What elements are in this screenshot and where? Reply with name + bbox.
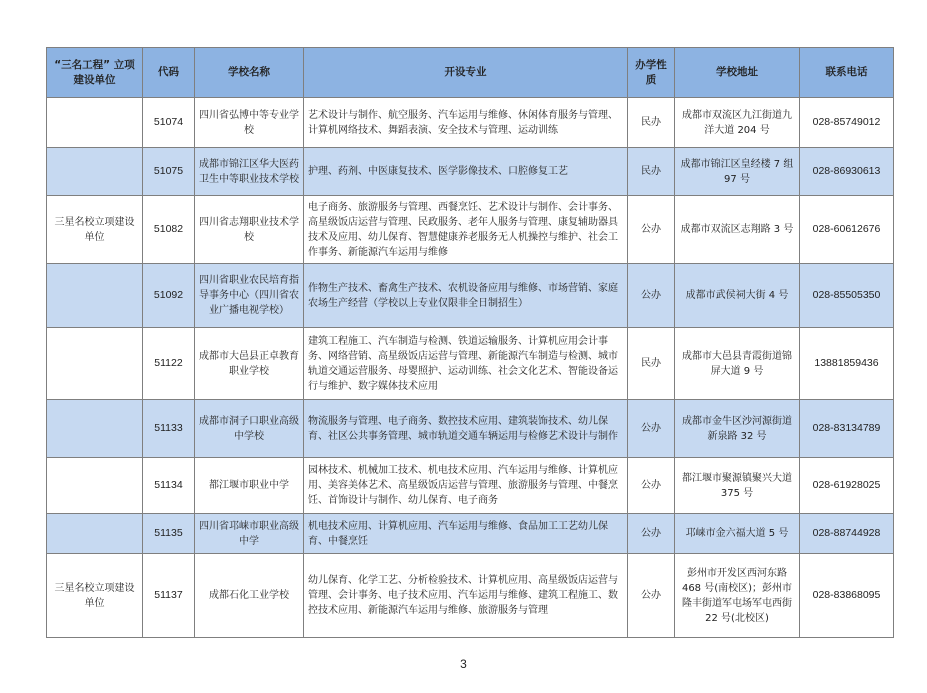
table-row xyxy=(47,458,894,514)
cell-nature: 民办 xyxy=(628,148,675,196)
cell-code: 51135 xyxy=(143,514,195,554)
header-address: 学校地址 xyxy=(675,48,800,98)
table-header-row xyxy=(47,48,894,98)
cell-code: 51092 xyxy=(143,264,195,328)
header-name: 学校名称 xyxy=(195,48,304,98)
cell-code: 51134 xyxy=(143,458,195,514)
cell-name: 四川省职业农民培育指导事务中心（四川省农业广播电视学校） xyxy=(195,264,304,328)
cell-phone: 028-88744928 xyxy=(800,514,894,554)
cell-majors: 幼儿保育、化学工艺、分析检验技术、计算机应用、高星级饭店运营与管理、会计事务、电子技术应用、汽车运用与维修、建筑工程施工、数控技术应用、新能源汽车运用与维修、旅游服务与管理 xyxy=(304,554,628,638)
cell-majors: 艺术设计与制作、航空服务、汽车运用与维修、休闲体育服务与管理、计算机网络技术、舞蹈表演、安全技术与管理、运动训练 xyxy=(304,98,628,148)
cell-unit xyxy=(47,514,143,554)
cell-phone: 028-61928025 xyxy=(800,458,894,514)
cell-name: 成都市洞子口职业高级中学校 xyxy=(195,400,304,458)
table-row xyxy=(47,98,894,148)
cell-code: 51082 xyxy=(143,196,195,264)
cell-name: 成都石化工业学校 xyxy=(195,554,304,638)
cell-unit xyxy=(47,98,143,148)
table-row xyxy=(47,196,894,264)
cell-nature: 公办 xyxy=(628,400,675,458)
cell-address: 彭州市开发区西河东路 468 号(南校区)；彭州市隆丰街道军屯场军屯西街 22 号(北校区) xyxy=(675,554,800,638)
cell-phone: 028-86930613 xyxy=(800,148,894,196)
cell-address: 成都市双流区九江街道九洋大道 204 号 xyxy=(675,98,800,148)
cell-unit: 三星名校立项建设单位 xyxy=(47,554,143,638)
cell-majors: 建筑工程施工、汽车制造与检测、铁道运输服务、计算机应用会计事务、网络营销、高星级饭店运营与管理、新能源汽车制造与检测、城市轨道交通运营服务、母婴照护、运动训练、社会文化艺术、智能设备运行与维护、数字媒体技术应用 xyxy=(304,328,628,400)
cell-unit xyxy=(47,148,143,196)
cell-nature: 民办 xyxy=(628,98,675,148)
cell-name: 成都市锦江区华大医药卫生中等职业技术学校 xyxy=(195,148,304,196)
cell-code: 51137 xyxy=(143,554,195,638)
cell-code: 51074 xyxy=(143,98,195,148)
header-code: 代码 xyxy=(143,48,195,98)
table-row xyxy=(47,328,894,400)
header-nature: 办学性质 xyxy=(628,48,675,98)
cell-unit: 三星名校立项建设单位 xyxy=(47,196,143,264)
cell-nature: 公办 xyxy=(628,554,675,638)
cell-address: 都江堰市聚源镇聚兴大道 375 号 xyxy=(675,458,800,514)
cell-phone: 028-83134789 xyxy=(800,400,894,458)
cell-address: 成都市金牛区沙河源街道新泉路 32 号 xyxy=(675,400,800,458)
schools-table xyxy=(46,47,894,638)
cell-phone: 028-85749012 xyxy=(800,98,894,148)
cell-phone: 028-83868095 xyxy=(800,554,894,638)
header-phone: 联系电话 xyxy=(800,48,894,98)
cell-address: 成都市锦江区皇经楼 7 组 97 号 xyxy=(675,148,800,196)
cell-name: 四川省弘博中等专业学校 xyxy=(195,98,304,148)
cell-name: 四川省志翔职业技术学校 xyxy=(195,196,304,264)
cell-majors: 电子商务、旅游服务与管理、西餐烹饪、艺术设计与制作、会计事务、高星级饭店运营与管理、民政服务、老年人服务与管理、康复辅助器具技术及应用、幼儿保育、智慧健康养老服务无人机操控与维护、社会工作事务、新能源汽车运用与维修 xyxy=(304,196,628,264)
cell-code: 51133 xyxy=(143,400,195,458)
cell-address: 成都市双流区志翔路 3 号 xyxy=(675,196,800,264)
table-row xyxy=(47,148,894,196)
cell-nature: 公办 xyxy=(628,196,675,264)
table-row xyxy=(47,400,894,458)
header-unit: “三名工程” 立项建设单位 xyxy=(47,48,143,98)
cell-code: 51122 xyxy=(143,328,195,400)
cell-nature: 公办 xyxy=(628,458,675,514)
cell-phone: 028-85505350 xyxy=(800,264,894,328)
header-majors: 开设专业 xyxy=(304,48,628,98)
table-row xyxy=(47,264,894,328)
cell-name: 成都市大邑县正卓教育职业学校 xyxy=(195,328,304,400)
cell-code: 51075 xyxy=(143,148,195,196)
cell-nature: 公办 xyxy=(628,514,675,554)
cell-unit xyxy=(47,264,143,328)
cell-majors: 护理、药剂、中医康复技术、医学影像技术、口腔修复工艺 xyxy=(304,148,628,196)
cell-unit xyxy=(47,458,143,514)
cell-nature: 公办 xyxy=(628,264,675,328)
cell-unit xyxy=(47,400,143,458)
cell-majors: 机电技术应用、计算机应用、汽车运用与维修、食品加工工艺幼儿保育、中餐烹饪 xyxy=(304,514,628,554)
cell-nature: 民办 xyxy=(628,328,675,400)
cell-name: 四川省邛崃市职业高级中学 xyxy=(195,514,304,554)
cell-majors: 作物生产技术、畜禽生产技术、农机设备应用与维修、市场营销、家庭农场生产经营（学校以上专业仅限非全日制招生） xyxy=(304,264,628,328)
cell-address: 成都市大邑县青霞街道锦屏大道 9 号 xyxy=(675,328,800,400)
cell-majors: 物流服务与管理、电子商务、数控技术应用、建筑装饰技术、幼儿保育、社区公共事务管理、城市轨道交通车辆运用与检修艺术设计与制作 xyxy=(304,400,628,458)
cell-phone: 028-60612676 xyxy=(800,196,894,264)
cell-phone: 13881859436 xyxy=(800,328,894,400)
table-row xyxy=(47,554,894,638)
cell-name: 都江堰市职业中学 xyxy=(195,458,304,514)
cell-address: 成都市武侯祠大街 4 号 xyxy=(675,264,800,328)
cell-address: 邛崃市金六福大道 5 号 xyxy=(675,514,800,554)
table-row xyxy=(47,514,894,554)
cell-majors: 园林技术、机械加工技术、机电技术应用、汽车运用与维修、计算机应用、美容美体艺术、高星级饭店运营与管理、旅游服务与管理、中餐烹饪、首饰设计与制作、幼儿保育、电子商务 xyxy=(304,458,628,514)
page-number: 3 xyxy=(460,657,467,671)
cell-unit xyxy=(47,328,143,400)
